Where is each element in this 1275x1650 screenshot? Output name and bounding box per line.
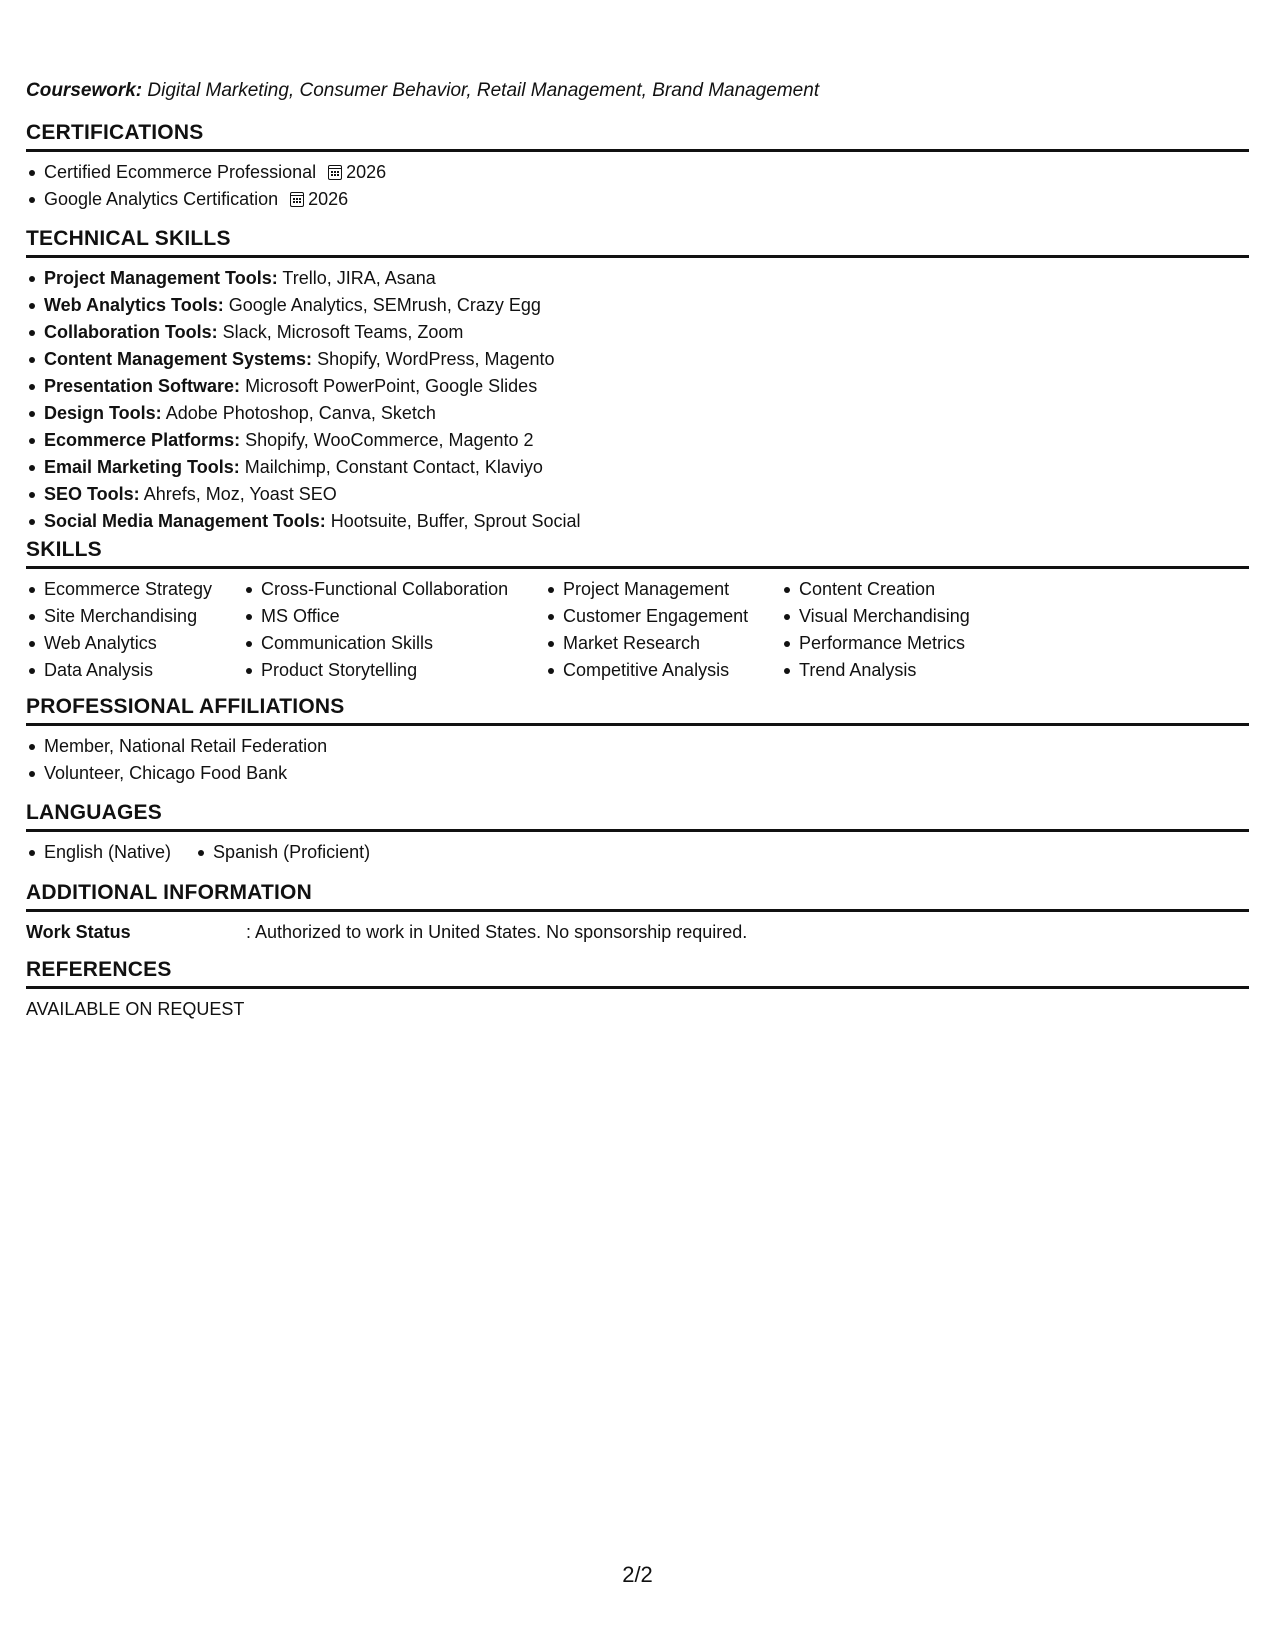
skill-tools: Adobe Photoshop, Canva, Sketch <box>165 403 436 423</box>
certification-name: Certified Ecommerce Professional <box>44 162 317 182</box>
certification-name: Google Analytics Certification <box>44 189 279 209</box>
certification-year: 2026 <box>346 162 387 182</box>
skill-item: Cross-Functional Collaboration <box>243 576 545 603</box>
technical-skill-item <box>26 400 1249 427</box>
languages-list <box>26 839 1249 866</box>
certification-year: 2026 <box>308 189 349 209</box>
skill-category: SEO Tools: <box>44 484 140 504</box>
skill-category: Ecommerce Platforms: <box>44 430 241 450</box>
additional-info-section <box>26 880 1249 946</box>
skill-item: Data Analysis <box>26 657 243 684</box>
skill-tools: Google Analytics, SEMrush, Crazy Egg <box>228 295 541 315</box>
coursework-line <box>26 78 819 104</box>
skill-item: Trend Analysis <box>781 657 1041 684</box>
coursework-label: Coursework: <box>26 80 143 101</box>
skill-category: Collaboration Tools: <box>44 322 218 342</box>
certification-item <box>26 186 1249 213</box>
skill-category: Design Tools: <box>44 403 162 423</box>
page-number: 2/2 <box>622 1562 653 1587</box>
skill-item: Communication Skills <box>243 630 545 657</box>
technical-skills-title: TECHNICAL SKILLS <box>26 227 231 250</box>
technical-skill-item <box>26 346 1249 373</box>
skill-item: Web Analytics <box>26 630 243 657</box>
skill-tools: Microsoft PowerPoint, Google Slides <box>245 376 538 396</box>
skill-item: Product Storytelling <box>243 657 545 684</box>
skill-tools: Shopify, WooCommerce, Magento 2 <box>245 430 534 450</box>
certifications-section <box>26 120 1249 213</box>
work-status-label: Work Status <box>26 922 131 942</box>
skills-columns <box>26 576 1249 684</box>
section-divider <box>26 149 1249 152</box>
section-divider <box>26 566 1249 569</box>
skills-column <box>243 576 545 684</box>
skill-tools: Slack, Microsoft Teams, Zoom <box>222 322 464 342</box>
technical-skill-item <box>26 481 1249 508</box>
languages-section <box>26 800 1249 866</box>
skill-category: Web Analytics Tools: <box>44 295 224 315</box>
skill-tools: Mailchimp, Constant Contact, Klaviyo <box>244 457 543 477</box>
work-status-row <box>26 919 1249 946</box>
certifications-list <box>26 159 1249 213</box>
skill-item: MS Office <box>243 603 545 630</box>
skill-tools: Shopify, WordPress, Magento <box>317 349 555 369</box>
work-status-value: : Authorized to work in United States. No sponsorship required. <box>246 922 748 942</box>
references-text: AVAILABLE ON REQUEST <box>26 999 245 1019</box>
technical-skill-item <box>26 319 1249 346</box>
skills-title: SKILLS <box>26 538 102 561</box>
technical-skills-list <box>26 265 1249 535</box>
references-title: REFERENCES <box>26 958 172 981</box>
affiliation-item: Member, National Retail Federation <box>26 733 1249 760</box>
language-item: English (Native) <box>26 839 171 866</box>
section-divider <box>26 909 1249 912</box>
language-item: Spanish (Proficient) <box>195 839 370 866</box>
skill-category: Email Marketing Tools: <box>44 457 240 477</box>
skill-item: Competitive Analysis <box>545 657 781 684</box>
affiliations-title: PROFESSIONAL AFFILIATIONS <box>26 695 345 718</box>
technical-skill-item <box>26 373 1249 400</box>
skill-item: Customer Engagement <box>545 603 781 630</box>
affiliations-section <box>26 694 1249 787</box>
certification-item <box>26 159 1249 186</box>
skill-item: Market Research <box>545 630 781 657</box>
skills-column <box>545 576 781 684</box>
skill-item: Visual Merchandising <box>781 603 1041 630</box>
skills-column <box>781 576 1041 684</box>
skill-category: Presentation Software: <box>44 376 241 396</box>
skill-item: Ecommerce Strategy <box>26 576 243 603</box>
skills-column <box>26 576 243 684</box>
resume-page <box>26 0 1249 1650</box>
affiliations-list <box>26 733 1249 787</box>
references-section <box>26 957 1249 1023</box>
skill-tools: Hootsuite, Buffer, Sprout Social <box>330 511 581 531</box>
technical-skill-item <box>26 292 1249 319</box>
section-divider <box>26 829 1249 832</box>
skill-category: Project Management Tools: <box>44 268 278 288</box>
technical-skill-item <box>26 265 1249 292</box>
additional-info-title: ADDITIONAL INFORMATION <box>26 881 312 904</box>
skill-item: Performance Metrics <box>781 630 1041 657</box>
technical-skill-item <box>26 508 1249 535</box>
skills-section <box>26 537 1249 684</box>
section-divider <box>26 255 1249 258</box>
calendar-icon <box>328 165 342 180</box>
certifications-title: CERTIFICATIONS <box>26 121 204 144</box>
coursework-value: Digital Marketing, Consumer Behavior, Retail Management, Brand Management <box>147 80 820 101</box>
calendar-icon <box>290 192 304 207</box>
technical-skill-item <box>26 454 1249 481</box>
skill-category: Content Management Systems: <box>44 349 313 369</box>
skill-item: Content Creation <box>781 576 1041 603</box>
languages-title: LANGUAGES <box>26 801 162 824</box>
skill-tools: Ahrefs, Moz, Yoast SEO <box>143 484 337 504</box>
technical-skill-item <box>26 427 1249 454</box>
section-divider <box>26 986 1249 989</box>
technical-skills-section <box>26 226 1249 535</box>
skill-tools: Trello, JIRA, Asana <box>282 268 436 288</box>
skill-item: Site Merchandising <box>26 603 243 630</box>
affiliation-item: Volunteer, Chicago Food Bank <box>26 760 1249 787</box>
skill-item: Project Management <box>545 576 781 603</box>
skill-category: Social Media Management Tools: <box>44 511 326 531</box>
section-divider <box>26 723 1249 726</box>
